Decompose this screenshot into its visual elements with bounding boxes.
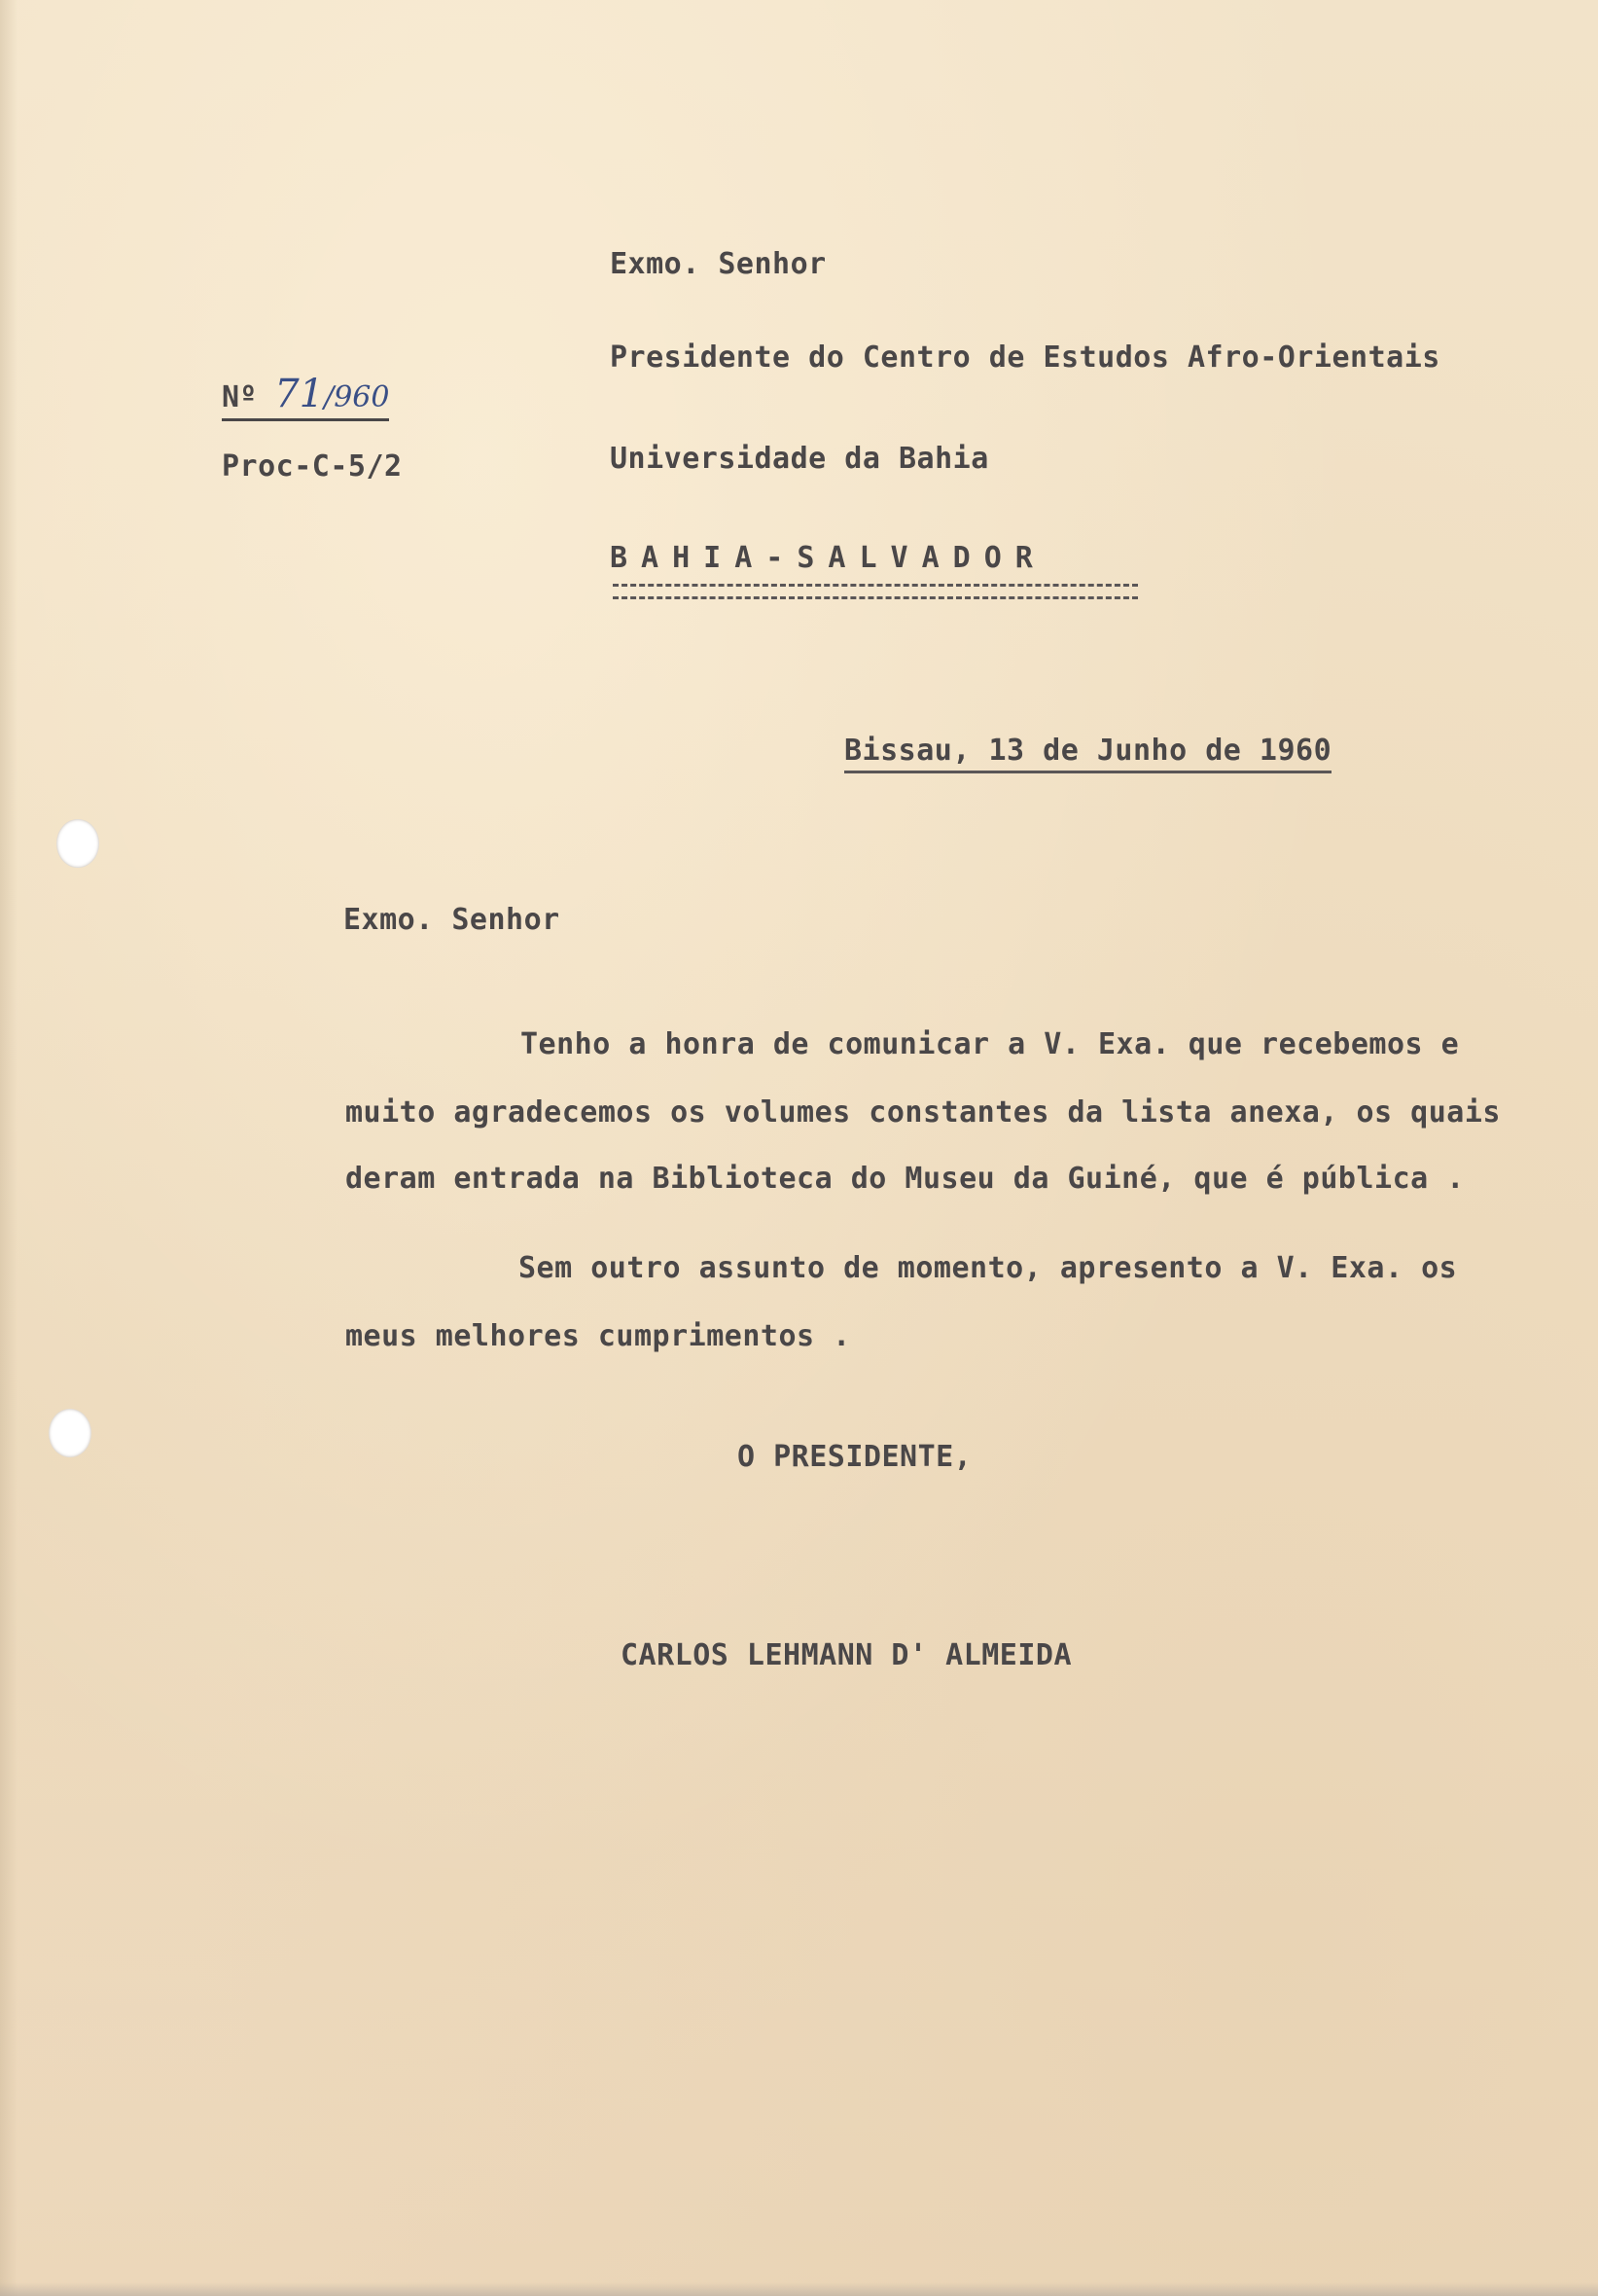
reference-year: /960 <box>324 380 390 414</box>
recipient-institution: Universidade da Bahia <box>610 442 989 476</box>
body-paragraph1-line2: muito agradecemos os volumes constantes da lista anexa, os quais <box>345 1095 1501 1130</box>
signatory-name: CARLOS LEHMANN D' ALMEIDA <box>621 1638 1073 1672</box>
body-paragraph2-line2: meus melhores cumprimentos . <box>345 1319 851 1353</box>
body-paragraph2-line1: Sem outro assunto de momento, apresento a V. Exa. os <box>518 1251 1458 1285</box>
recipient-city: BAHIA-SALVADOR <box>610 541 1047 575</box>
process-reference: Proc-C-5/2 <box>222 449 403 484</box>
date-line: Bissau, 13 de Junho de 1960 <box>844 734 1332 773</box>
reference-number <box>222 372 389 421</box>
reference-prefix: Nº <box>222 380 258 414</box>
body-paragraph1-line1: Tenho a honra de comunicar a V. Exa. que recebemos e <box>520 1027 1460 1061</box>
recipient-salutation: Exmo. Senhor <box>610 247 827 281</box>
punch-hole-bottom <box>49 1409 91 1457</box>
paper-edge-shadow <box>0 0 18 2296</box>
recipient-position: Presidente do Centro de Estudos Afro-Orientais <box>610 341 1440 375</box>
city-double-underline <box>613 584 1138 599</box>
paper-bottom-shadow <box>0 2282 1598 2296</box>
punch-hole-top <box>56 819 99 868</box>
body-paragraph1-line3: deram entrada na Biblioteca do Museu da Guiné, que é pública . <box>345 1162 1465 1196</box>
closing-title: O PRESIDENTE, <box>737 1440 973 1474</box>
reference-handwritten-number: 71 <box>274 372 325 416</box>
greeting: Exmo. Senhor <box>343 903 560 937</box>
